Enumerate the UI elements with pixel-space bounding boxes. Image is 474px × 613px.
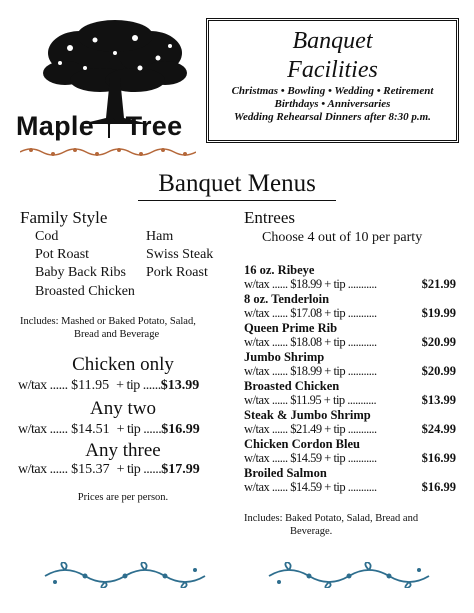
tip-label: + tip ...... [116, 462, 162, 477]
vine-ornament-icon [40, 562, 210, 588]
package-name: Any two [90, 398, 156, 419]
entree-total: $16.99 [421, 480, 456, 494]
per-person-note: Prices are per person. [77, 492, 169, 503]
entree-name: 8 oz. Tenderloin [244, 292, 330, 306]
family-includes-line1: Includes: Mashed or Baked Potato, Salad, [20, 316, 196, 327]
entree-name: Broasted Chicken [244, 379, 340, 393]
entree-price-line [244, 422, 456, 437]
entree-price-detail: w/tax ...... $18.08 + tip ........... [244, 335, 377, 349]
vine-border-icon [20, 146, 196, 158]
package-total: $16.99 [161, 422, 200, 437]
tax-price: $14.51 [71, 422, 110, 437]
tree-icon [40, 18, 190, 126]
box-title-line2: Facilities [287, 57, 378, 83]
family-item: Swiss Steak [146, 247, 214, 262]
logo-wordmark [16, 111, 206, 142]
entree-name: 16 oz. Ribeye [244, 263, 315, 277]
entree-price-line [244, 306, 456, 321]
entree-price-line [244, 451, 456, 466]
entrees-includes-line2: Beverage. [290, 526, 333, 537]
tip-label: + tip ...... [116, 378, 161, 393]
entree-total: $13.99 [421, 393, 456, 407]
entree-total: $20.99 [421, 335, 456, 349]
events-line2: Birthdays • Anniversaries [274, 98, 391, 110]
entrees-includes-line1: Includes: Baked Potato, Salad, Bread and [244, 513, 419, 524]
family-item: Pork Roast [146, 265, 208, 280]
entrees-subheading: Choose 4 out of 10 per party [262, 230, 423, 245]
family-includes-line2: Bread and Beverage [74, 329, 160, 340]
package-total: $13.99 [160, 378, 200, 393]
wtax-label: w/tax ...... [18, 378, 68, 393]
package-price-line [18, 462, 228, 478]
family-item: Baby Back Ribs [35, 265, 126, 280]
entree-price-line [244, 364, 456, 379]
entree-total: $20.99 [421, 364, 456, 378]
page-title: Banquet Menus [158, 170, 316, 197]
entree-price-detail: w/tax ...... $18.99 + tip ........... [244, 364, 377, 378]
entree-name: Steak & Jumbo Shrimp [244, 408, 371, 422]
entree-price-detail: w/tax ...... $11.95 + tip ........... [244, 393, 377, 407]
entrees-heading: Entrees [244, 208, 295, 227]
entree-price-detail: w/tax ...... $18.99 + tip ........... [244, 277, 377, 291]
entree-price-detail: w/tax ...... $14.59 + tip ........... [244, 480, 377, 494]
vine-ornament-icon [264, 562, 434, 588]
entree-price-line [244, 277, 456, 292]
entree-price-detail: w/tax ...... $21.49 + tip ........... [244, 422, 377, 436]
entree-name: Queen Prime Rib [244, 321, 338, 335]
family-style-heading: Family Style [20, 208, 108, 227]
entree-total: $21.99 [421, 277, 456, 291]
title-underline [138, 200, 336, 201]
entree-price-line [244, 335, 456, 350]
box-title-line1: Banquet [292, 28, 373, 54]
events-line1: Christmas • Bowling • Wedding • Retirement [231, 85, 434, 97]
entree-name: Broiled Salmon [244, 466, 327, 480]
entree-name: Chicken Cordon Bleu [244, 437, 360, 451]
package-price-line [18, 378, 228, 394]
logo-word-left: Maple [16, 111, 95, 141]
tree-divider-icon [102, 111, 118, 142]
family-item: Cod [35, 229, 59, 244]
package-name: Any three [85, 440, 161, 461]
entree-price-detail: w/tax ...... $17.08 + tip ........... [244, 306, 377, 320]
entree-price-detail: w/tax ...... $14.59 + tip ........... [244, 451, 377, 465]
entree-price-line [244, 393, 456, 408]
tax-price: $15.37 [71, 462, 110, 477]
entree-name: Jumbo Shrimp [244, 350, 325, 364]
entree-total: $16.99 [421, 451, 456, 465]
banquet-facilities-box [206, 18, 459, 143]
package-name: Chicken only [72, 354, 174, 375]
family-item: Broasted Chicken [35, 284, 135, 299]
logo-word-right: Tree [125, 111, 183, 141]
events-line3: Wedding Rehearsal Dinners after 8:30 p.m. [234, 111, 431, 123]
wtax-label: w/tax ...... [18, 462, 68, 477]
entree-price-line [244, 480, 456, 495]
tip-label: + tip ...... [116, 422, 162, 437]
package-price-line [18, 422, 228, 438]
package-total: $17.99 [161, 462, 200, 477]
tax-price: $11.95 [71, 378, 110, 393]
entree-total: $19.99 [421, 306, 456, 320]
family-item: Pot Roast [35, 247, 90, 262]
family-item: Ham [146, 229, 174, 244]
entree-total: $24.99 [421, 422, 456, 436]
wtax-label: w/tax ...... [18, 422, 68, 437]
